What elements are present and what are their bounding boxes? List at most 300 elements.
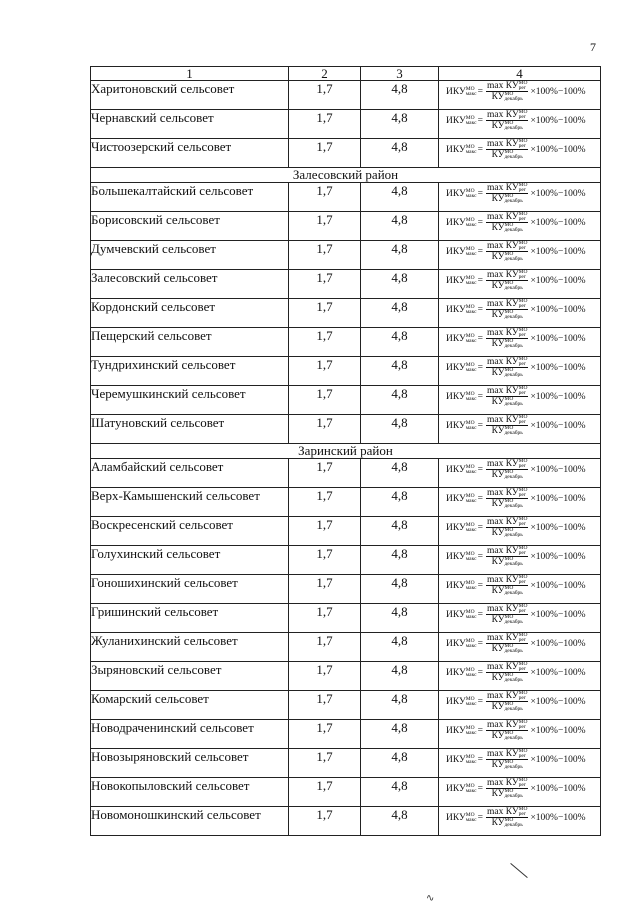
formula-fraction	[486, 459, 528, 480]
formula-denominator: КУ	[491, 557, 505, 568]
formula-den-sup: МО	[504, 425, 514, 432]
formula-lhs-sup: МО	[465, 753, 475, 760]
formula-lhs-sub: макс	[465, 148, 477, 155]
formula-den-sub: декабрь	[504, 314, 523, 321]
formula-cell	[439, 270, 601, 299]
formula-denominator: КУ	[491, 223, 505, 234]
formula-num-sup: МО	[518, 516, 528, 522]
formula-denominator: КУ	[491, 760, 505, 771]
value-col2: 1,7	[289, 139, 361, 168]
value-col3: 4,8	[361, 241, 439, 270]
formula	[439, 691, 600, 712]
formula-eq: =	[477, 144, 483, 155]
formula-numerator: max КУ	[486, 575, 519, 586]
formula	[439, 749, 600, 770]
formula-den-sup: МО	[504, 788, 514, 795]
formula-lhs-sup: МО	[465, 187, 475, 194]
formula-num-sup: МО	[518, 574, 528, 580]
formula-num-sub: рег	[518, 85, 527, 91]
value-col2: 1,7	[289, 604, 361, 633]
municipality-name: Тундрихинский сельсовет	[91, 357, 289, 386]
formula-lhs-sub: макс	[465, 337, 477, 344]
formula-eq: =	[477, 420, 483, 431]
value-col2: 1,7	[289, 270, 361, 299]
formula	[439, 212, 600, 233]
formula-suffix: ×100%−100%	[530, 551, 586, 562]
formula-suffix: ×100%−100%	[530, 144, 586, 155]
value-col3: 4,8	[361, 415, 439, 444]
formula-numerator: max КУ	[486, 604, 519, 615]
formula	[439, 517, 600, 538]
formula-denominator: КУ	[491, 426, 505, 437]
municipality-name: Шатуновский сельсовет	[91, 415, 289, 444]
formula-eq: =	[477, 667, 483, 678]
formula-numerator: max КУ	[486, 807, 519, 818]
formula-cell	[439, 633, 601, 662]
formula-fraction	[486, 183, 528, 204]
table-row	[91, 778, 601, 807]
municipality-name: Гришинский сельсовет	[91, 604, 289, 633]
formula-denominator: КУ	[491, 310, 505, 321]
value-col3: 4,8	[361, 720, 439, 749]
formula-denominator: КУ	[491, 789, 505, 800]
formula-den-sub: декабрь	[504, 154, 523, 161]
formula-eq: =	[477, 522, 483, 533]
formula-den-sup: МО	[504, 309, 514, 316]
formula-lhs-sup: МО	[465, 521, 475, 528]
table-row	[91, 720, 601, 749]
section-row	[91, 444, 601, 459]
formula-num-sub: рег	[518, 274, 527, 280]
formula-lhs: ИКУ	[446, 551, 466, 562]
pen-mark	[510, 863, 527, 878]
formula-lhs-sub: макс	[465, 90, 477, 97]
formula-eq: =	[477, 493, 483, 504]
formula-num-sup: МО	[518, 356, 528, 362]
municipality-name: Верх-Камышенский сельсовет	[91, 488, 289, 517]
formula	[439, 459, 600, 480]
table-row	[91, 575, 601, 604]
table-row	[91, 110, 601, 139]
formula-den-sub: декабрь	[504, 256, 523, 263]
formula-lhs-sup: МО	[465, 811, 475, 818]
formula-numerator: max КУ	[486, 662, 519, 673]
formula-num-sup: МО	[518, 603, 528, 609]
table-row	[91, 212, 601, 241]
formula-suffix: ×100%−100%	[530, 188, 586, 199]
formula-num-sup: МО	[518, 269, 528, 275]
table-row	[91, 299, 601, 328]
formula-lhs: ИКУ	[446, 667, 466, 678]
value-col2: 1,7	[289, 328, 361, 357]
formula-num-sub: рег	[518, 303, 527, 309]
formula-den-sub: декабрь	[504, 735, 523, 742]
formula-fraction	[486, 212, 528, 233]
formula-eq: =	[477, 638, 483, 649]
formula-cell	[439, 662, 601, 691]
formula-eq: =	[477, 725, 483, 736]
formula-denominator: КУ	[491, 499, 505, 510]
formula-den-sup: МО	[504, 817, 514, 824]
formula-eq: =	[477, 812, 483, 823]
formula	[439, 386, 600, 407]
formula-cell	[439, 139, 601, 168]
column-header: 2	[289, 67, 361, 81]
formula-lhs-sup: МО	[465, 724, 475, 731]
formula-lhs-sup: МО	[465, 114, 475, 121]
value-col2: 1,7	[289, 633, 361, 662]
formula-den-sup: МО	[504, 149, 514, 156]
formula-suffix: ×100%−100%	[530, 304, 586, 315]
formula-fraction	[486, 386, 528, 407]
formula-fraction	[486, 720, 528, 741]
municipality-name: Думчевский сельсовет	[91, 241, 289, 270]
formula-num-sup: МО	[518, 487, 528, 493]
table-header-row	[91, 67, 601, 81]
formula-cell	[439, 575, 601, 604]
municipality-name: Кордонский сельсовет	[91, 299, 289, 328]
pen-squiggle: ∿	[426, 893, 435, 904]
formula-numerator: max КУ	[486, 517, 519, 528]
formula-denominator: КУ	[491, 731, 505, 742]
formula-den-sup: МО	[504, 614, 514, 621]
formula-lhs-sup: МО	[465, 361, 475, 368]
table-row	[91, 749, 601, 778]
formula-num-sub: рег	[518, 492, 527, 498]
value-col2: 1,7	[289, 110, 361, 139]
table-row	[91, 604, 601, 633]
formula-den-sup: МО	[504, 701, 514, 708]
formula-cell	[439, 328, 601, 357]
formula-den-sup: МО	[504, 527, 514, 534]
section-row	[91, 168, 601, 183]
value-col2: 1,7	[289, 778, 361, 807]
formula-suffix: ×100%−100%	[530, 667, 586, 678]
value-col2: 1,7	[289, 81, 361, 110]
formula-num-sup: МО	[518, 719, 528, 725]
formula-num-sup: МО	[518, 182, 528, 188]
formula-numerator: max КУ	[486, 720, 519, 731]
formula-eq: =	[477, 304, 483, 315]
value-col3: 4,8	[361, 357, 439, 386]
formula-cell	[439, 604, 601, 633]
formula-den-sup: МО	[504, 469, 514, 476]
formula-den-sub: декабрь	[504, 96, 523, 103]
formula-cell	[439, 386, 601, 415]
value-col2: 1,7	[289, 749, 361, 778]
value-col2: 1,7	[289, 212, 361, 241]
formula-suffix: ×100%−100%	[530, 696, 586, 707]
formula-num-sub: рег	[518, 332, 527, 338]
formula-den-sup: МО	[504, 280, 514, 287]
formula-lhs-sub: макс	[465, 424, 477, 431]
formula-den-sub: декабрь	[504, 822, 523, 829]
formula-cell	[439, 357, 601, 386]
formula-den-sub: декабрь	[504, 764, 523, 771]
formula-numerator: max КУ	[486, 488, 519, 499]
formula-suffix: ×100%−100%	[530, 362, 586, 373]
formula-lhs: ИКУ	[446, 464, 466, 475]
column-header: 1	[91, 67, 289, 81]
value-col2: 1,7	[289, 299, 361, 328]
formula-lhs-sup: МО	[465, 419, 475, 426]
formula	[439, 575, 600, 596]
formula-num-sup: МО	[518, 777, 528, 783]
formula-lhs: ИКУ	[446, 696, 466, 707]
formula-fraction	[486, 357, 528, 378]
formula-cell	[439, 546, 601, 575]
formula-lhs-sub: макс	[465, 787, 477, 794]
table-row	[91, 241, 601, 270]
formula-den-sup: МО	[504, 643, 514, 650]
formula-lhs: ИКУ	[446, 86, 466, 97]
value-col3: 4,8	[361, 662, 439, 691]
formula-num-sub: рег	[518, 216, 527, 222]
formula-lhs: ИКУ	[446, 217, 466, 228]
formula-numerator: max КУ	[486, 778, 519, 789]
formula-den-sub: декабрь	[504, 372, 523, 379]
formula-denominator: КУ	[491, 92, 505, 103]
formula	[439, 183, 600, 204]
formula-numerator: max КУ	[486, 110, 519, 121]
formula-numerator: max КУ	[486, 386, 519, 397]
formula-lhs: ИКУ	[446, 420, 466, 431]
formula-suffix: ×100%−100%	[530, 86, 586, 97]
formula-lhs: ИКУ	[446, 362, 466, 373]
formula-den-sub: декабрь	[504, 285, 523, 292]
formula-cell	[439, 778, 601, 807]
formula-lhs-sub: макс	[465, 250, 477, 257]
formula-denominator: КУ	[491, 673, 505, 684]
formula-num-sub: рег	[518, 579, 527, 585]
formula-fraction	[486, 328, 528, 349]
formula-lhs-sup: МО	[465, 332, 475, 339]
formula-den-sup: МО	[504, 672, 514, 679]
formula-numerator: max КУ	[486, 633, 519, 644]
formula-numerator: max КУ	[486, 183, 519, 194]
formula-lhs-sub: макс	[465, 279, 477, 286]
formula-den-sub: декабрь	[504, 677, 523, 684]
municipality-name: Чернавский сельсовет	[91, 110, 289, 139]
formula-numerator: max КУ	[486, 241, 519, 252]
formula	[439, 110, 600, 131]
formula-lhs: ИКУ	[446, 391, 466, 402]
formula-num-sub: рег	[518, 114, 527, 120]
value-col3: 4,8	[361, 488, 439, 517]
formula-lhs-sup: МО	[465, 579, 475, 586]
formula-cell	[439, 749, 601, 778]
formula	[439, 270, 600, 291]
formula-lhs-sup: МО	[465, 216, 475, 223]
table-row	[91, 81, 601, 110]
value-col3: 4,8	[361, 778, 439, 807]
formula-cell	[439, 807, 601, 836]
formula-fraction	[486, 488, 528, 509]
formula-lhs-sub: макс	[465, 366, 477, 373]
formula	[439, 415, 600, 436]
formula-num-sub: рег	[518, 419, 527, 425]
formula-suffix: ×100%−100%	[530, 812, 586, 823]
value-col3: 4,8	[361, 299, 439, 328]
municipality-name: Зыряновский сельсовет	[91, 662, 289, 691]
formula-num-sup: МО	[518, 661, 528, 667]
formula-denominator: КУ	[491, 194, 505, 205]
formula-den-sup: МО	[504, 120, 514, 127]
formula-lhs-sup: МО	[465, 695, 475, 702]
municipality-name: Новодраченинский сельсовет	[91, 720, 289, 749]
formula-eq: =	[477, 696, 483, 707]
formula-suffix: ×100%−100%	[530, 420, 586, 431]
formula	[439, 357, 600, 378]
municipality-table	[90, 66, 601, 836]
formula-den-sup: МО	[504, 498, 514, 505]
formula-cell	[439, 110, 601, 139]
value-col3: 4,8	[361, 459, 439, 488]
formula-fraction	[486, 662, 528, 683]
formula-lhs-sup: МО	[465, 303, 475, 310]
formula-eq: =	[477, 86, 483, 97]
formula-denominator: КУ	[491, 644, 505, 655]
formula-denominator: КУ	[491, 615, 505, 626]
value-col2: 1,7	[289, 183, 361, 212]
formula-den-sub: декабрь	[504, 532, 523, 539]
formula-num-sup: МО	[518, 385, 528, 391]
formula-den-sup: МО	[504, 193, 514, 200]
formula-den-sup: МО	[504, 338, 514, 345]
formula-den-sup: МО	[504, 759, 514, 766]
formula-lhs-sup: МО	[465, 245, 475, 252]
formula-lhs-sup: МО	[465, 390, 475, 397]
formula-numerator: max КУ	[486, 299, 519, 310]
value-col2: 1,7	[289, 546, 361, 575]
value-col3: 4,8	[361, 183, 439, 212]
municipality-name: Новомоношкинский сельсовет	[91, 807, 289, 836]
formula-eq: =	[477, 783, 483, 794]
formula-numerator: max КУ	[486, 139, 519, 150]
formula-suffix: ×100%−100%	[530, 333, 586, 344]
formula-lhs-sub: макс	[465, 497, 477, 504]
formula-den-sub: декабрь	[504, 561, 523, 568]
formula-lhs-sub: макс	[465, 700, 477, 707]
municipality-name: Харитоновский сельсовет	[91, 81, 289, 110]
municipality-name: Гоношихинский сельсовет	[91, 575, 289, 604]
value-col3: 4,8	[361, 139, 439, 168]
formula-lhs-sub: макс	[465, 526, 477, 533]
formula-den-sup: МО	[504, 585, 514, 592]
formula-lhs: ИКУ	[446, 493, 466, 504]
formula-num-sub: рег	[518, 143, 527, 149]
value-col3: 4,8	[361, 517, 439, 546]
formula-lhs-sub: макс	[465, 308, 477, 315]
value-col2: 1,7	[289, 807, 361, 836]
formula-lhs: ИКУ	[446, 144, 466, 155]
formula-denominator: КУ	[491, 397, 505, 408]
formula-eq: =	[477, 464, 483, 475]
formula-cell	[439, 415, 601, 444]
formula-suffix: ×100%−100%	[530, 783, 586, 794]
municipality-name: Борисовский сельсовет	[91, 212, 289, 241]
formula-cell	[439, 299, 601, 328]
formula-den-sup: МО	[504, 222, 514, 229]
formula-lhs: ИКУ	[446, 638, 466, 649]
formula-den-sub: декабрь	[504, 125, 523, 132]
formula-num-sub: рег	[518, 390, 527, 396]
formula-fraction	[486, 749, 528, 770]
formula-num-sub: рег	[518, 245, 527, 251]
formula-suffix: ×100%−100%	[530, 275, 586, 286]
formula	[439, 633, 600, 654]
formula-lhs-sup: МО	[465, 274, 475, 281]
formula-cell	[439, 488, 601, 517]
formula-num-sup: МО	[518, 138, 528, 144]
value-col2: 1,7	[289, 459, 361, 488]
formula-den-sup: МО	[504, 367, 514, 374]
value-col3: 4,8	[361, 691, 439, 720]
formula-num-sup: МО	[518, 109, 528, 115]
formula-denominator: КУ	[491, 368, 505, 379]
formula	[439, 488, 600, 509]
formula-lhs-sup: МО	[465, 637, 475, 644]
formula-eq: =	[477, 609, 483, 620]
table-row	[91, 459, 601, 488]
table-row	[91, 415, 601, 444]
value-col3: 4,8	[361, 633, 439, 662]
formula-eq: =	[477, 391, 483, 402]
formula-lhs: ИКУ	[446, 188, 466, 199]
formula-num-sup: МО	[518, 298, 528, 304]
value-col3: 4,8	[361, 604, 439, 633]
formula-lhs: ИКУ	[446, 275, 466, 286]
formula-eq: =	[477, 333, 483, 344]
formula-den-sub: декабрь	[504, 619, 523, 626]
formula-fraction	[486, 546, 528, 567]
formula-lhs-sub: макс	[465, 119, 477, 126]
formula-num-sup: МО	[518, 632, 528, 638]
value-col3: 4,8	[361, 386, 439, 415]
formula-den-sub: декабрь	[504, 474, 523, 481]
formula-suffix: ×100%−100%	[530, 246, 586, 257]
value-col2: 1,7	[289, 517, 361, 546]
formula-lhs-sup: МО	[465, 666, 475, 673]
formula-fraction	[486, 81, 528, 102]
formula-num-sub: рег	[518, 550, 527, 556]
formula-eq: =	[477, 246, 483, 257]
municipality-name: Чистоозерский сельсовет	[91, 139, 289, 168]
formula-suffix: ×100%−100%	[530, 115, 586, 126]
formula-lhs-sub: макс	[465, 671, 477, 678]
formula-suffix: ×100%−100%	[530, 391, 586, 402]
formula-lhs-sub: макс	[465, 192, 477, 199]
formula-eq: =	[477, 217, 483, 228]
formula-den-sup: МО	[504, 556, 514, 563]
value-col2: 1,7	[289, 575, 361, 604]
formula-eq: =	[477, 188, 483, 199]
formula-den-sub: декабрь	[504, 430, 523, 437]
formula-numerator: max КУ	[486, 546, 519, 557]
formula-num-sup: МО	[518, 211, 528, 217]
municipality-name: Новозыряновский сельсовет	[91, 749, 289, 778]
value-col3: 4,8	[361, 575, 439, 604]
formula-cell	[439, 459, 601, 488]
value-col2: 1,7	[289, 357, 361, 386]
formula-fraction	[486, 575, 528, 596]
formula-lhs: ИКУ	[446, 246, 466, 257]
section-title: Заринский район	[91, 444, 601, 459]
formula-eq: =	[477, 115, 483, 126]
formula-num-sup: МО	[518, 80, 528, 86]
formula-num-sub: рег	[518, 521, 527, 527]
table-row	[91, 139, 601, 168]
